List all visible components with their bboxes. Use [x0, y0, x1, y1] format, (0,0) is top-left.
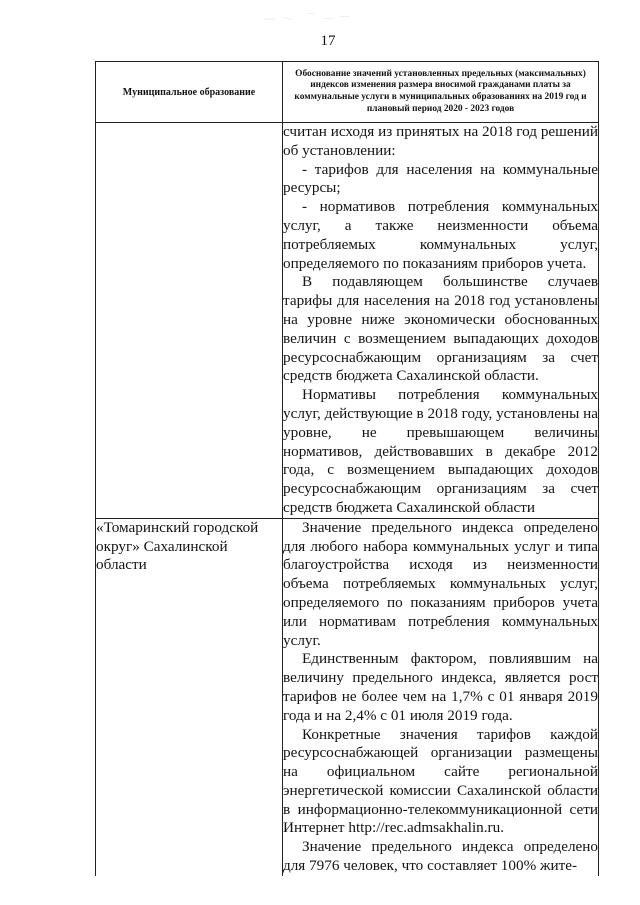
table-row: [96, 123, 599, 519]
paragraph: - нормативов потребления коммунальных услуг, а также неизменности объема потребляемых коммунальных услуг, определяемого по показаниям приборов учета.: [283, 198, 598, 272]
justification-cell: [283, 123, 599, 519]
paragraph: считан исходя из принятых на 2018 год решений об установлении:: [283, 123, 598, 159]
paragraph: Значение предельного индекса определено для 7976 человек, что составляет 100% жите-: [283, 838, 598, 875]
paragraph: Единственным фактором, повлиявшим на величину предельного индекса, является рост тарифов не более чем на 1,7% с 01 января 2019 года и на 2,4% с 01 июля 2019 года.: [283, 650, 598, 724]
header-municipality: Муниципальное образование: [96, 62, 283, 123]
justification-table: [95, 61, 599, 876]
table-row: [96, 518, 599, 876]
scan-artifact: [262, 10, 352, 22]
page-number: 17: [320, 33, 336, 49]
municipality-cell: «Томаринский городской округ» Сахалинской области: [96, 518, 283, 876]
paragraph: Значение предельного индекса определено для любого набора коммунальных услуг и типа благоустройства исходя из неизменности объема потребляемых коммунальных услуг, определяемого по показаниям приборов учета или нормативам потребления коммунальных услуг.: [283, 518, 598, 649]
paragraph: Нормативы потребления коммунальных услуг, действующие в 2018 году, установлены на уровне, не превышающем величины нормативов, действовавших в декабре 2012 года, с возмещением выпадающих доходов ресурсоснабжающим организациям за счет средств бюджета Сахалинской области: [283, 386, 598, 516]
paragraph: Конкретные значения тарифов каждой ресурсоснабжающей организации размещены на официальном сайте региональной энергетической комиссии Сахалинской области в информационно-телекоммуникационной сети Интернет http://rec.admsakhalin.ru.: [283, 725, 598, 837]
header-justification: Обоснование значений установленных предельных (максимальных) индексов изменения размера вносимой гражданами платы за коммунальные услуги в муниципальных образованиях на 2019 год и плановый период 2020 - 2023 годов: [283, 62, 599, 123]
paragraph: В подавляющем большинстве случаев тарифы для населения на 2018 год установлены на уровне ниже экономически обоснованных величин с возмещением выпадающих доходов ресурсоснабжающим организациям за счет средств бюджета Сахалинской области.: [283, 273, 598, 385]
justification-cell: [283, 518, 599, 876]
municipality-cell: [96, 123, 283, 519]
paragraph: - тарифов для населения на коммунальные ресурсы;: [283, 160, 598, 197]
table-header-row: [96, 62, 599, 123]
